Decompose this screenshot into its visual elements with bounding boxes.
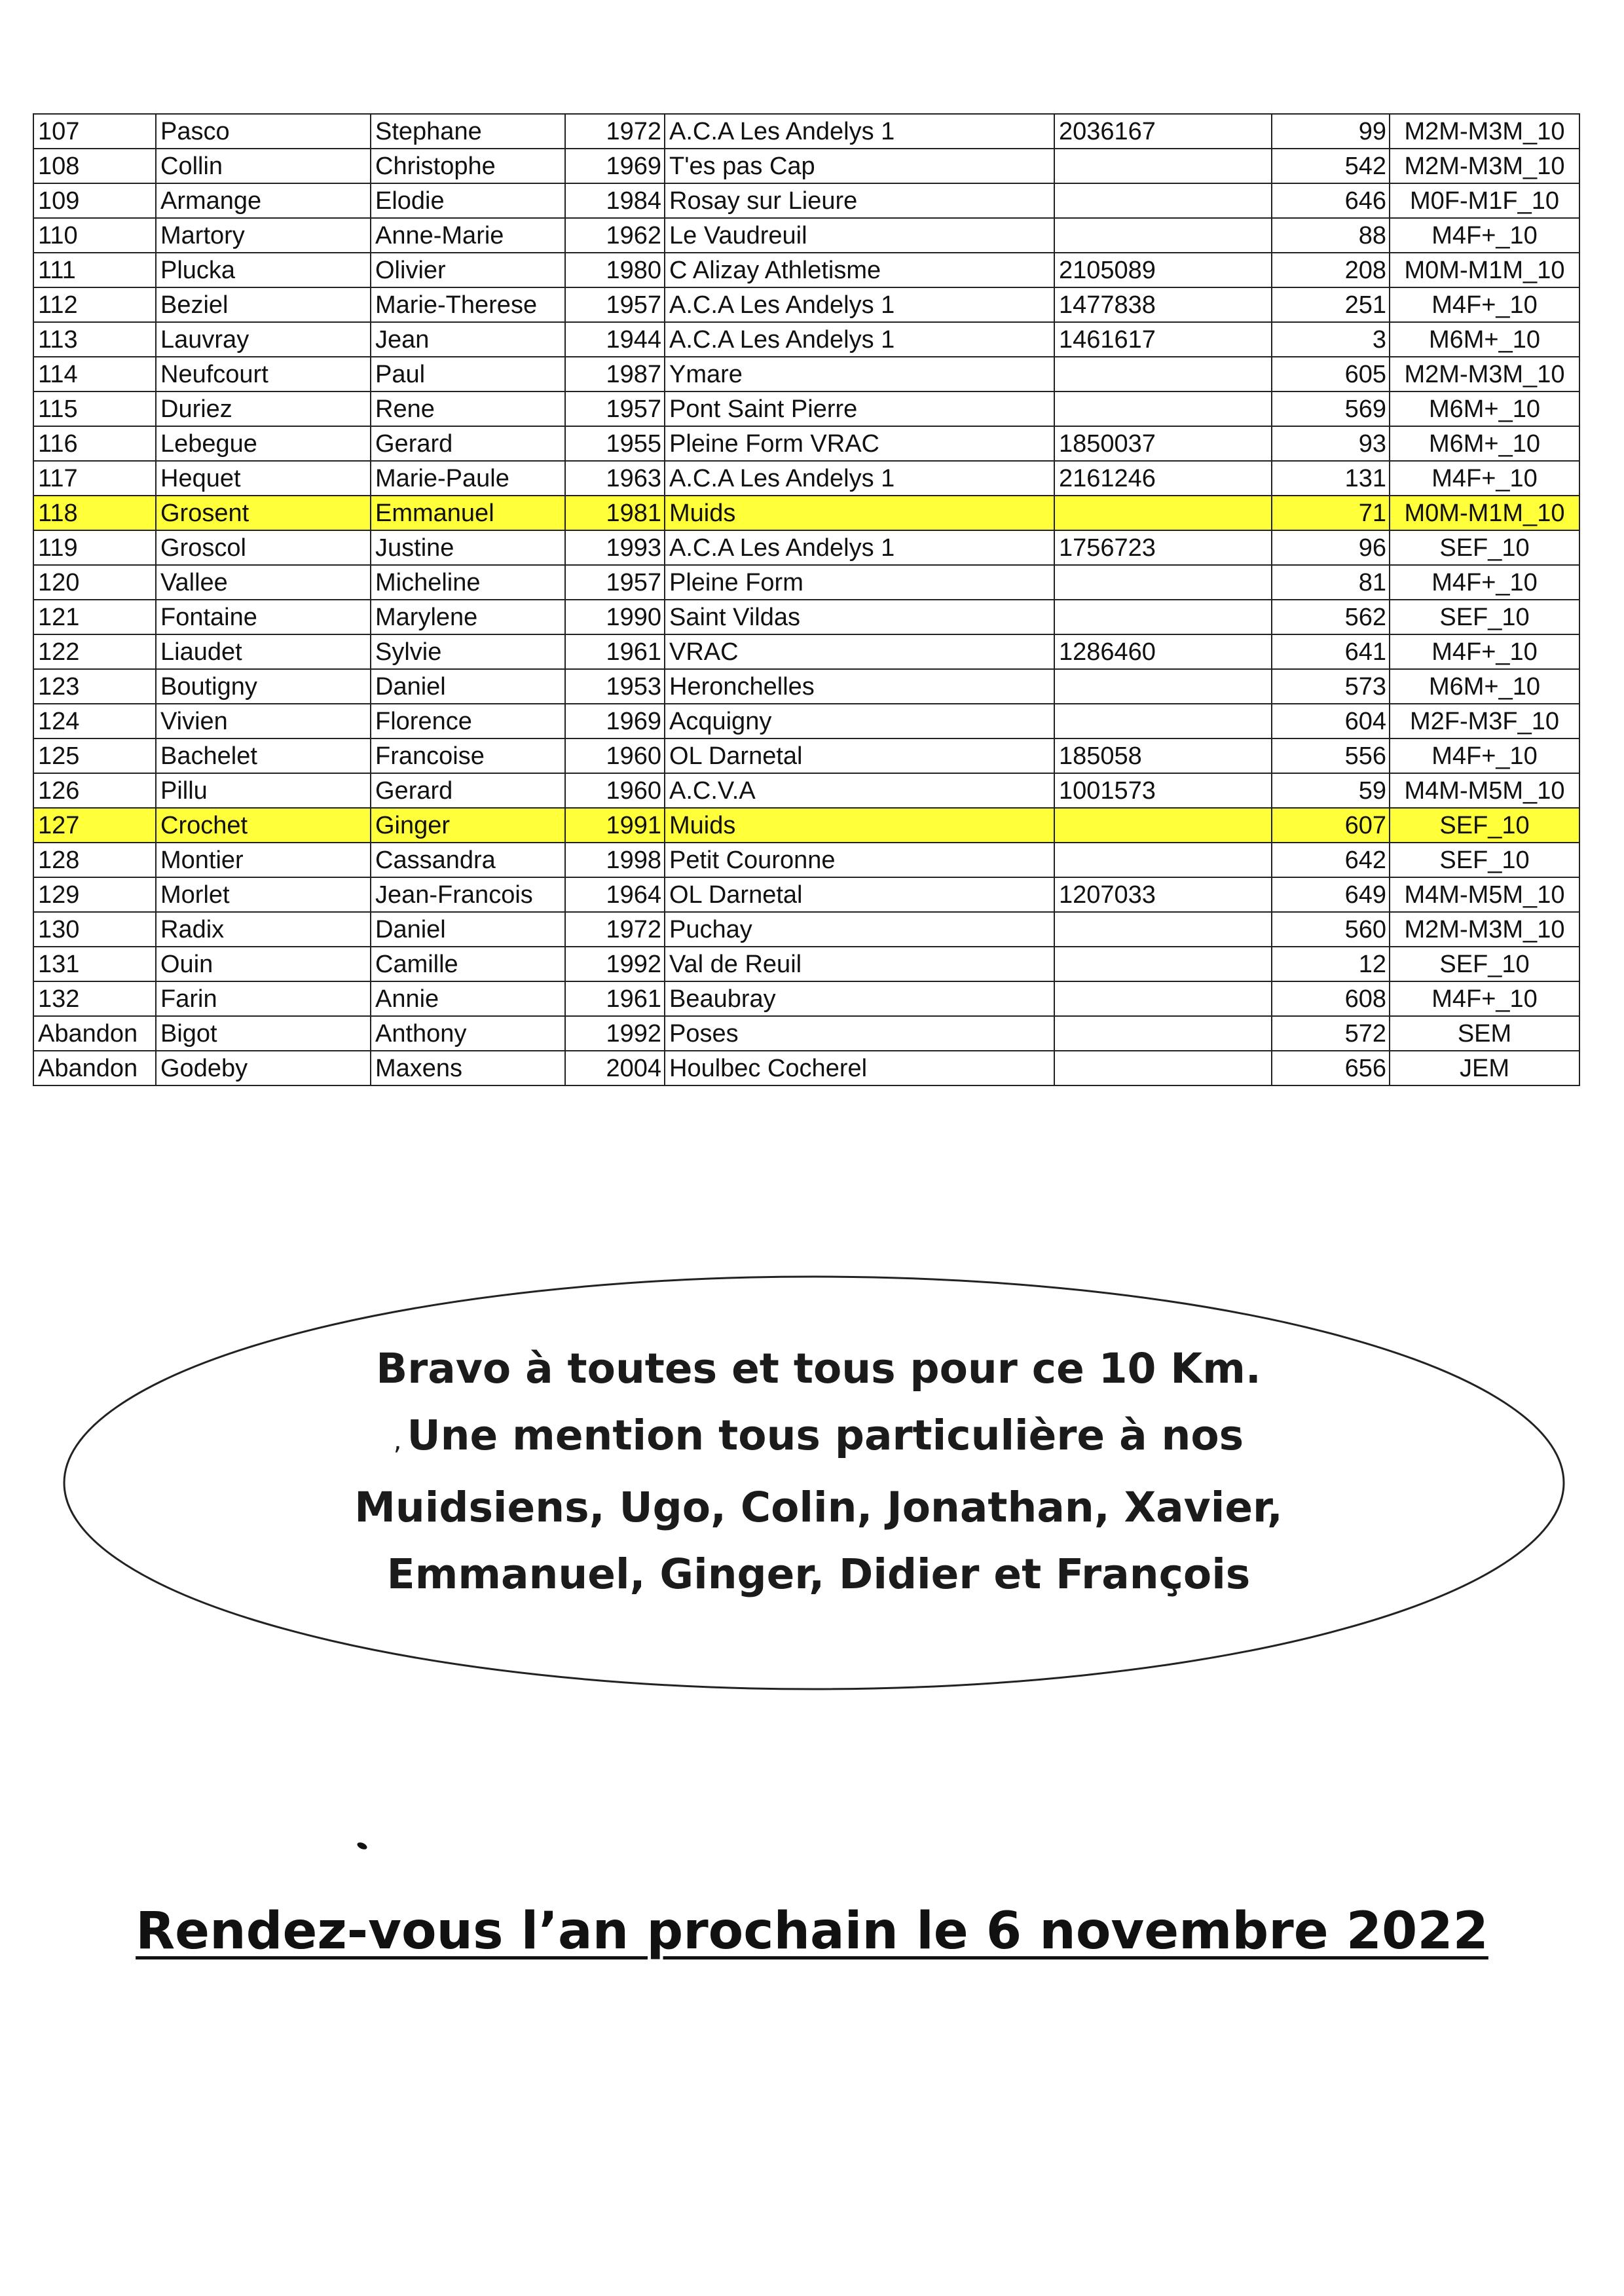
- cell-first-name: Emmanuel: [371, 496, 565, 530]
- cell-first-name: Gerard: [371, 773, 565, 808]
- cell-bib: 59: [1272, 773, 1390, 808]
- cell-license: [1054, 808, 1272, 843]
- cell-birth-year: 1964: [565, 877, 665, 912]
- cell-bib: 569: [1272, 392, 1390, 426]
- cell-rank: 112: [33, 287, 156, 322]
- cell-last-name: Plucka: [156, 253, 371, 287]
- table-row: [33, 600, 1579, 634]
- cell-last-name: Boutigny: [156, 669, 371, 704]
- cell-club: Beaubray: [665, 981, 1054, 1016]
- cell-category: M6M+_10: [1390, 392, 1579, 426]
- cell-club: A.C.V.A: [665, 773, 1054, 808]
- cell-license: [1054, 183, 1272, 218]
- cell-birth-year: 1961: [565, 981, 665, 1016]
- cell-club: A.C.A Les Andelys 1: [665, 461, 1054, 496]
- cell-birth-year: 1957: [565, 565, 665, 600]
- table-row: [33, 218, 1579, 253]
- cell-first-name: Florence: [371, 704, 565, 738]
- table-row: [33, 1016, 1579, 1051]
- cell-category: SEM: [1390, 1016, 1579, 1051]
- cell-birth-year: 1990: [565, 600, 665, 634]
- cell-last-name: Beziel: [156, 287, 371, 322]
- cell-club: T'es pas Cap: [665, 149, 1054, 183]
- cell-category: M2M-M3M_10: [1390, 912, 1579, 947]
- table-row: [33, 981, 1579, 1016]
- cell-club: OL Darnetal: [665, 738, 1054, 773]
- cell-first-name: Stephane: [371, 114, 565, 149]
- cell-birth-year: 1960: [565, 738, 665, 773]
- table-row: [33, 287, 1579, 322]
- results-table: [33, 113, 1580, 1086]
- table-row-highlighted: [33, 808, 1579, 843]
- cell-last-name: Pasco: [156, 114, 371, 149]
- message-line-3: Muidsiens, Ugo, Colin, Jonathan, Xavier,: [354, 1484, 1283, 1531]
- cell-rank: 132: [33, 981, 156, 1016]
- cell-club: C Alizay Athletisme: [665, 253, 1054, 287]
- cell-category: M6M+_10: [1390, 426, 1579, 461]
- cell-rank: 114: [33, 357, 156, 392]
- cell-category: M2M-M3M_10: [1390, 149, 1579, 183]
- table-row: [33, 149, 1579, 183]
- cell-birth-year: 1992: [565, 947, 665, 981]
- cell-category: M6M+_10: [1390, 669, 1579, 704]
- cell-club: Muids: [665, 808, 1054, 843]
- cell-license: [1054, 1016, 1272, 1051]
- cell-bib: 12: [1272, 947, 1390, 981]
- cell-license: [1054, 357, 1272, 392]
- cell-rank: 113: [33, 322, 156, 357]
- cell-club: Heronchelles: [665, 669, 1054, 704]
- cell-first-name: Gerard: [371, 426, 565, 461]
- cell-category: M4F+_10: [1390, 981, 1579, 1016]
- table-row: [33, 947, 1579, 981]
- cell-first-name: Rene: [371, 392, 565, 426]
- next-year-announcement: Rendez-vous l’an prochain le 6 novembre 2022: [136, 1902, 1488, 1961]
- cell-bib: 71: [1272, 496, 1390, 530]
- cell-birth-year: 1992: [565, 1016, 665, 1051]
- cell-rank: 110: [33, 218, 156, 253]
- cell-license: [1054, 600, 1272, 634]
- cell-club: Houlbec Cocherel: [665, 1051, 1054, 1085]
- cell-license: 2161246: [1054, 461, 1272, 496]
- cell-category: M6M+_10: [1390, 322, 1579, 357]
- cell-club: A.C.A Les Andelys 1: [665, 322, 1054, 357]
- cell-license: 1477838: [1054, 287, 1272, 322]
- cell-category: M2M-M3M_10: [1390, 357, 1579, 392]
- cell-rank: 128: [33, 843, 156, 877]
- cell-license: 1461617: [1054, 322, 1272, 357]
- cell-license: [1054, 392, 1272, 426]
- table-row: [33, 461, 1579, 496]
- cell-category: M4F+_10: [1390, 634, 1579, 669]
- cell-bib: 608: [1272, 981, 1390, 1016]
- cell-birth-year: 1960: [565, 773, 665, 808]
- cell-bib: 573: [1272, 669, 1390, 704]
- cell-license: [1054, 843, 1272, 877]
- cell-first-name: Daniel: [371, 669, 565, 704]
- cell-bib: 605: [1272, 357, 1390, 392]
- stray-comma-mark: ,: [393, 1426, 402, 1456]
- cell-rank: 117: [33, 461, 156, 496]
- table-row: [33, 877, 1579, 912]
- cell-first-name: Olivier: [371, 253, 565, 287]
- cell-category: SEF_10: [1390, 530, 1579, 565]
- cell-bib: 642: [1272, 843, 1390, 877]
- cell-club: Ymare: [665, 357, 1054, 392]
- cell-birth-year: 1961: [565, 634, 665, 669]
- cell-category: SEF_10: [1390, 843, 1579, 877]
- cell-bib: 556: [1272, 738, 1390, 773]
- cell-first-name: Marie-Paule: [371, 461, 565, 496]
- cell-last-name: Crochet: [156, 808, 371, 843]
- cell-license: [1054, 565, 1272, 600]
- table-row: [33, 565, 1579, 600]
- cell-rank: 124: [33, 704, 156, 738]
- cell-club: VRAC: [665, 634, 1054, 669]
- table-row: [33, 1051, 1579, 1085]
- cell-club: Val de Reuil: [665, 947, 1054, 981]
- ink-speck: [356, 1841, 368, 1851]
- table-row: [33, 634, 1579, 669]
- cell-birth-year: 1962: [565, 218, 665, 253]
- table-row-highlighted: [33, 496, 1579, 530]
- cell-first-name: Elodie: [371, 183, 565, 218]
- cell-license: [1054, 981, 1272, 1016]
- cell-last-name: Bachelet: [156, 738, 371, 773]
- cell-license: 1286460: [1054, 634, 1272, 669]
- message-line-2-text: Une mention tous particulière à nos: [407, 1412, 1244, 1459]
- table-row: [33, 843, 1579, 877]
- table-row: [33, 669, 1579, 704]
- cell-category: M4M-M5M_10: [1390, 877, 1579, 912]
- congratulations-message: [216, 1336, 1421, 1608]
- cell-birth-year: 1957: [565, 392, 665, 426]
- cell-birth-year: 1972: [565, 114, 665, 149]
- cell-rank: Abandon: [33, 1016, 156, 1051]
- cell-category: M0M-M1M_10: [1390, 253, 1579, 287]
- cell-rank: 121: [33, 600, 156, 634]
- cell-birth-year: 1963: [565, 461, 665, 496]
- cell-bib: 641: [1272, 634, 1390, 669]
- cell-rank: 122: [33, 634, 156, 669]
- cell-rank: 107: [33, 114, 156, 149]
- cell-rank: 118: [33, 496, 156, 530]
- cell-category: M4F+_10: [1390, 461, 1579, 496]
- table-row: [33, 183, 1579, 218]
- cell-club: Petit Couronne: [665, 843, 1054, 877]
- cell-club: A.C.A Les Andelys 1: [665, 530, 1054, 565]
- table-row: [33, 392, 1579, 426]
- table-row: [33, 704, 1579, 738]
- cell-bib: 560: [1272, 912, 1390, 947]
- cell-birth-year: 1955: [565, 426, 665, 461]
- cell-club: A.C.A Les Andelys 1: [665, 287, 1054, 322]
- cell-category: SEF_10: [1390, 808, 1579, 843]
- cell-bib: 572: [1272, 1016, 1390, 1051]
- cell-first-name: Marylene: [371, 600, 565, 634]
- cell-bib: 604: [1272, 704, 1390, 738]
- cell-last-name: Neufcourt: [156, 357, 371, 392]
- cell-rank: 120: [33, 565, 156, 600]
- cell-birth-year: 2004: [565, 1051, 665, 1085]
- cell-birth-year: 1957: [565, 287, 665, 322]
- cell-last-name: Hequet: [156, 461, 371, 496]
- table-row: [33, 253, 1579, 287]
- cell-last-name: Vallee: [156, 565, 371, 600]
- cell-last-name: Collin: [156, 149, 371, 183]
- cell-license: 1001573: [1054, 773, 1272, 808]
- cell-bib: 93: [1272, 426, 1390, 461]
- cell-rank: 123: [33, 669, 156, 704]
- cell-bib: 208: [1272, 253, 1390, 287]
- cell-bib: 131: [1272, 461, 1390, 496]
- cell-last-name: Morlet: [156, 877, 371, 912]
- cell-last-name: Pillu: [156, 773, 371, 808]
- table-row: [33, 114, 1579, 149]
- cell-last-name: Lebegue: [156, 426, 371, 461]
- cell-club: OL Darnetal: [665, 877, 1054, 912]
- cell-birth-year: 1969: [565, 704, 665, 738]
- cell-bib: 562: [1272, 600, 1390, 634]
- cell-club: Poses: [665, 1016, 1054, 1051]
- cell-first-name: Jean-Francois: [371, 877, 565, 912]
- cell-last-name: Fontaine: [156, 600, 371, 634]
- cell-last-name: Liaudet: [156, 634, 371, 669]
- cell-club: A.C.A Les Andelys 1: [665, 114, 1054, 149]
- cell-birth-year: 1969: [565, 149, 665, 183]
- cell-license: [1054, 496, 1272, 530]
- cell-license: [1054, 947, 1272, 981]
- message-line-1: Bravo à toutes et tous pour ce 10 Km.: [376, 1345, 1261, 1393]
- cell-rank: 116: [33, 426, 156, 461]
- table-row: [33, 530, 1579, 565]
- cell-birth-year: 1944: [565, 322, 665, 357]
- cell-club: Saint Vildas: [665, 600, 1054, 634]
- cell-category: M2M-M3M_10: [1390, 114, 1579, 149]
- table-row: [33, 738, 1579, 773]
- cell-bib: 3: [1272, 322, 1390, 357]
- cell-first-name: Maxens: [371, 1051, 565, 1085]
- message-line-2: [216, 1402, 1421, 1474]
- cell-first-name: Annie: [371, 981, 565, 1016]
- table-row: [33, 357, 1579, 392]
- cell-category: M2F-M3F_10: [1390, 704, 1579, 738]
- cell-rank: 109: [33, 183, 156, 218]
- cell-category: JEM: [1390, 1051, 1579, 1085]
- cell-category: M4F+_10: [1390, 287, 1579, 322]
- results-body: [33, 114, 1579, 1085]
- cell-bib: 542: [1272, 149, 1390, 183]
- table-row: [33, 426, 1579, 461]
- cell-rank: 125: [33, 738, 156, 773]
- cell-first-name: Francoise: [371, 738, 565, 773]
- cell-license: 1756723: [1054, 530, 1272, 565]
- cell-last-name: Duriez: [156, 392, 371, 426]
- cell-bib: 251: [1272, 287, 1390, 322]
- cell-first-name: Jean: [371, 322, 565, 357]
- cell-last-name: Farin: [156, 981, 371, 1016]
- cell-birth-year: 1993: [565, 530, 665, 565]
- cell-license: [1054, 1051, 1272, 1085]
- cell-rank: 126: [33, 773, 156, 808]
- cell-bib: 99: [1272, 114, 1390, 149]
- cell-birth-year: 1980: [565, 253, 665, 287]
- cell-club: Puchay: [665, 912, 1054, 947]
- cell-rank: 130: [33, 912, 156, 947]
- cell-bib: 81: [1272, 565, 1390, 600]
- cell-license: [1054, 218, 1272, 253]
- cell-club: Rosay sur Lieure: [665, 183, 1054, 218]
- cell-birth-year: 1991: [565, 808, 665, 843]
- cell-last-name: Armange: [156, 183, 371, 218]
- cell-birth-year: 1953: [565, 669, 665, 704]
- cell-first-name: Anne-Marie: [371, 218, 565, 253]
- cell-birth-year: 1981: [565, 496, 665, 530]
- cell-category: M0F-M1F_10: [1390, 183, 1579, 218]
- cell-rank: 111: [33, 253, 156, 287]
- cell-bib: 649: [1272, 877, 1390, 912]
- cell-first-name: Ginger: [371, 808, 565, 843]
- cell-first-name: Daniel: [371, 912, 565, 947]
- cell-category: M4M-M5M_10: [1390, 773, 1579, 808]
- cell-license: 2036167: [1054, 114, 1272, 149]
- message-line-4: Emmanuel, Ginger, Didier et François: [386, 1550, 1251, 1598]
- cell-bib: 96: [1272, 530, 1390, 565]
- cell-rank: 115: [33, 392, 156, 426]
- cell-rank: 127: [33, 808, 156, 843]
- cell-last-name: Radix: [156, 912, 371, 947]
- cell-club: Pleine Form VRAC: [665, 426, 1054, 461]
- cell-first-name: Marie-Therese: [371, 287, 565, 322]
- cell-first-name: Cassandra: [371, 843, 565, 877]
- cell-last-name: Grosent: [156, 496, 371, 530]
- cell-club: Pleine Form: [665, 565, 1054, 600]
- cell-rank: 129: [33, 877, 156, 912]
- cell-category: SEF_10: [1390, 600, 1579, 634]
- cell-category: M4F+_10: [1390, 218, 1579, 253]
- cell-club: Pont Saint Pierre: [665, 392, 1054, 426]
- cell-rank: 108: [33, 149, 156, 183]
- cell-license: [1054, 704, 1272, 738]
- cell-birth-year: 1972: [565, 912, 665, 947]
- cell-last-name: Ouin: [156, 947, 371, 981]
- cell-birth-year: 1987: [565, 357, 665, 392]
- table-row: [33, 773, 1579, 808]
- cell-first-name: Anthony: [371, 1016, 565, 1051]
- cell-category: M4F+_10: [1390, 738, 1579, 773]
- cell-last-name: Godeby: [156, 1051, 371, 1085]
- cell-club: Acquigny: [665, 704, 1054, 738]
- cell-last-name: Martory: [156, 218, 371, 253]
- cell-license: [1054, 669, 1272, 704]
- cell-bib: 656: [1272, 1051, 1390, 1085]
- table-row: [33, 912, 1579, 947]
- cell-rank: 119: [33, 530, 156, 565]
- cell-bib: 88: [1272, 218, 1390, 253]
- table-row: [33, 322, 1579, 357]
- cell-license: 185058: [1054, 738, 1272, 773]
- cell-rank: Abandon: [33, 1051, 156, 1085]
- cell-bib: 646: [1272, 183, 1390, 218]
- cell-category: SEF_10: [1390, 947, 1579, 981]
- cell-license: 1850037: [1054, 426, 1272, 461]
- cell-last-name: Lauvray: [156, 322, 371, 357]
- cell-first-name: Christophe: [371, 149, 565, 183]
- cell-first-name: Sylvie: [371, 634, 565, 669]
- cell-license: 1207033: [1054, 877, 1272, 912]
- cell-birth-year: 1998: [565, 843, 665, 877]
- cell-first-name: Camille: [371, 947, 565, 981]
- cell-last-name: Groscol: [156, 530, 371, 565]
- cell-birth-year: 1984: [565, 183, 665, 218]
- cell-rank: 131: [33, 947, 156, 981]
- cell-first-name: Micheline: [371, 565, 565, 600]
- cell-first-name: Justine: [371, 530, 565, 565]
- cell-license: 2105089: [1054, 253, 1272, 287]
- cell-bib: 607: [1272, 808, 1390, 843]
- cell-club: Le Vaudreuil: [665, 218, 1054, 253]
- cell-last-name: Bigot: [156, 1016, 371, 1051]
- cell-license: [1054, 149, 1272, 183]
- cell-category: M0M-M1M_10: [1390, 496, 1579, 530]
- cell-last-name: Montier: [156, 843, 371, 877]
- cell-club: Muids: [665, 496, 1054, 530]
- cell-category: M4F+_10: [1390, 565, 1579, 600]
- cell-license: [1054, 912, 1272, 947]
- cell-first-name: Paul: [371, 357, 565, 392]
- cell-last-name: Vivien: [156, 704, 371, 738]
